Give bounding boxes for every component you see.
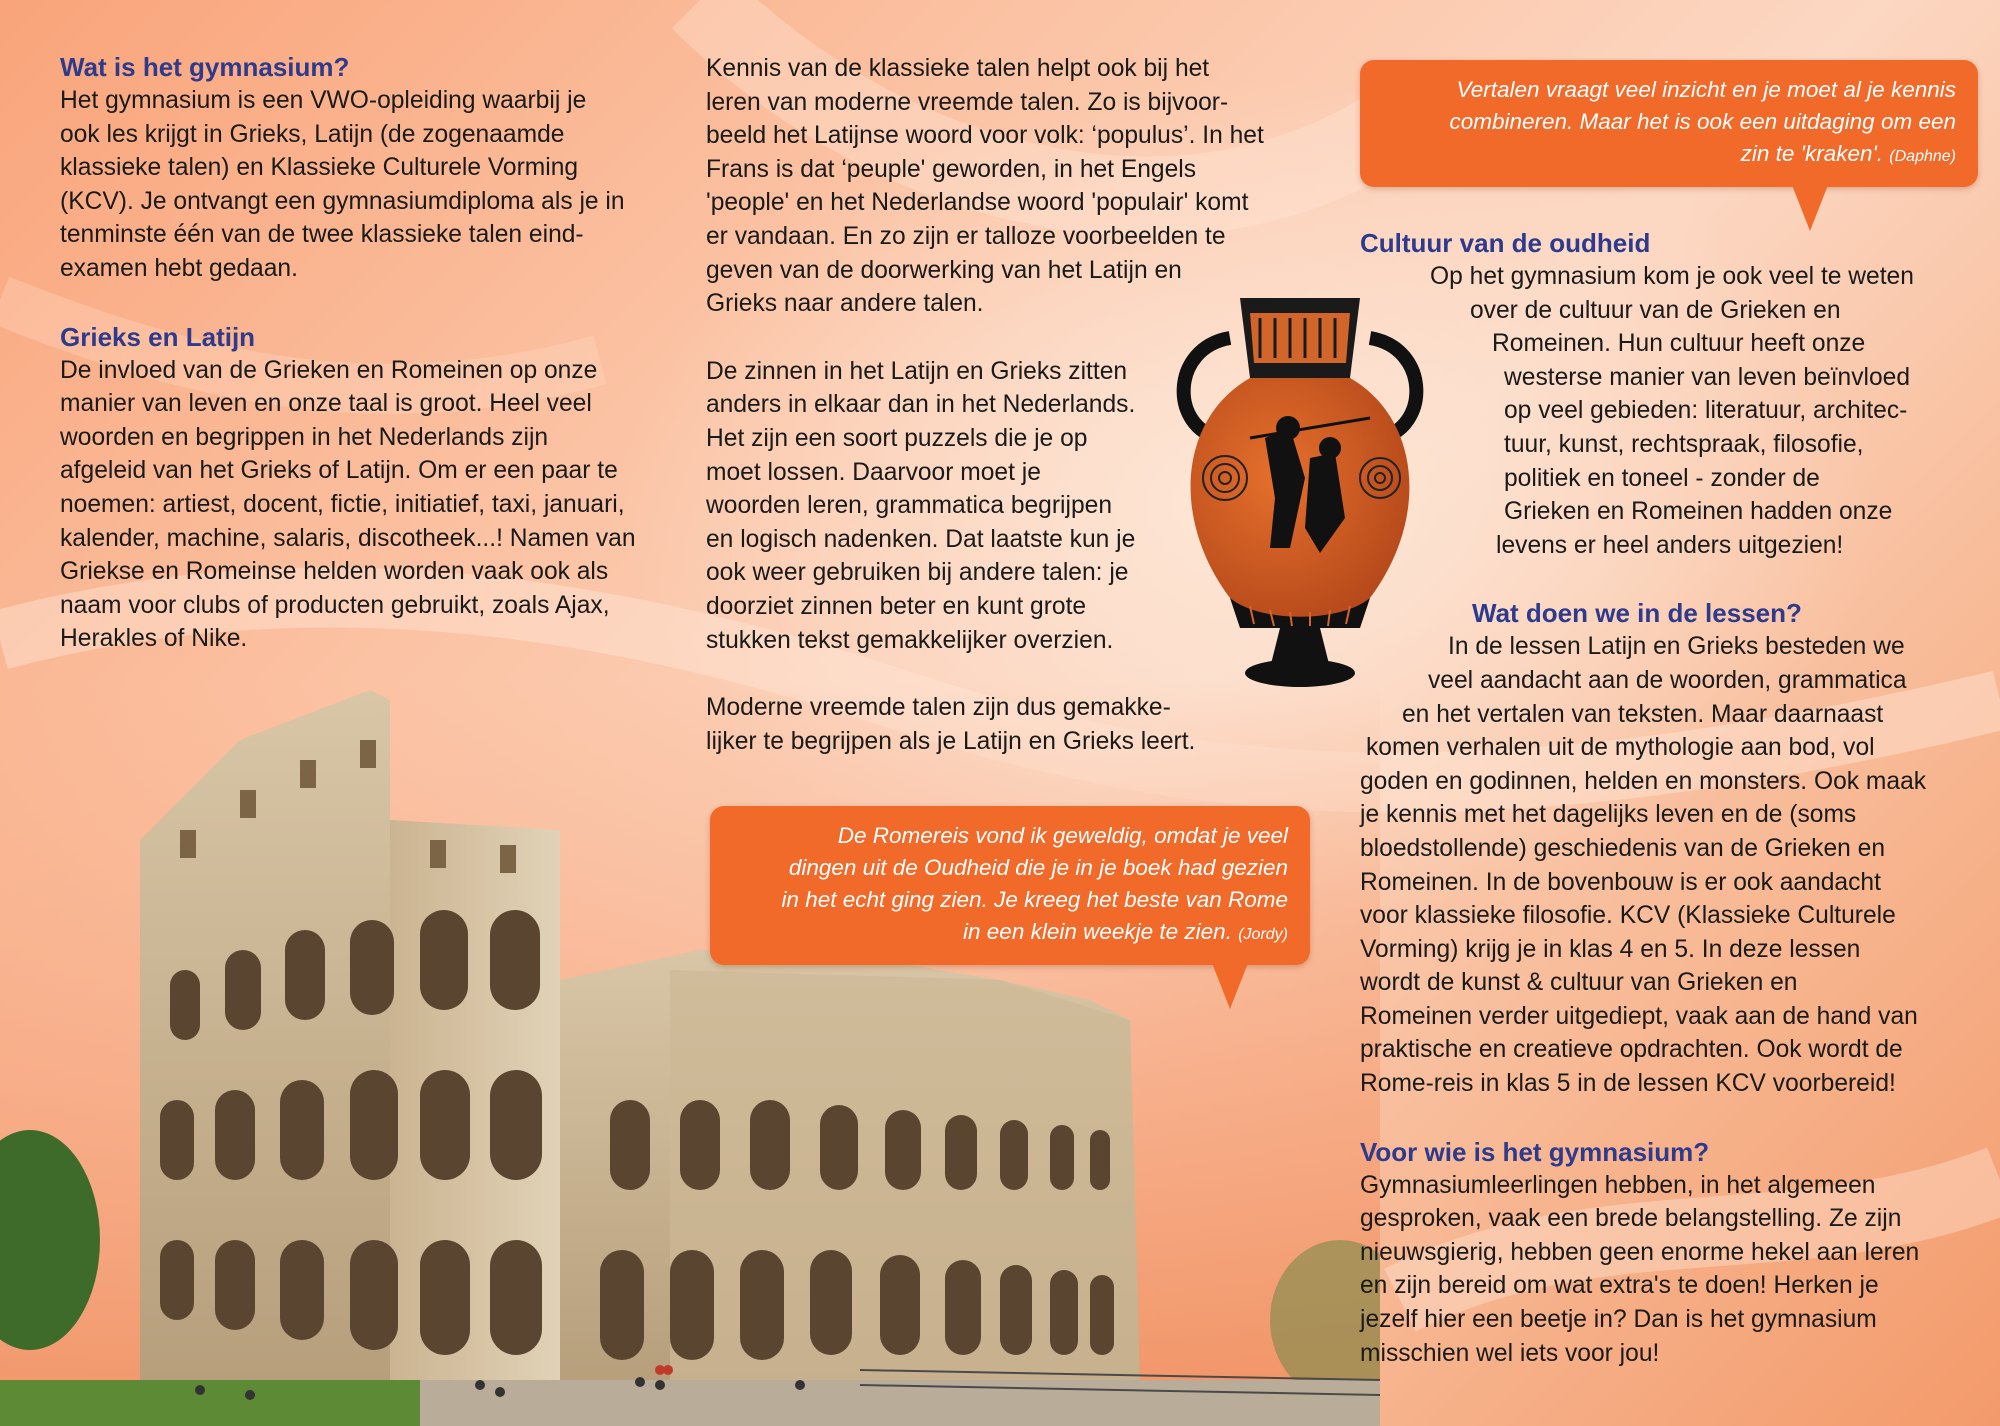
heading-for-whom: Voor wie is het gymnasium?	[1360, 1136, 1710, 1167]
puzzles-line: doorziet zinnen beter en kunt grote	[706, 592, 1087, 620]
lessons-line: veel aandacht aan de woorden, grammatica	[1428, 666, 1907, 694]
culture-line: politiek en toneel - zonder de	[1504, 464, 1820, 492]
for-whom-line: jezelf hier een beetje in? Dan is het gymnasium	[1360, 1306, 1877, 1334]
modern-languages-line: Grieks naar andere talen.	[706, 290, 984, 318]
heading-lessons: Wat doen we in de lessen?	[1472, 598, 1802, 629]
greek-latin-line: kalender, machine, salaris, discotheek...! Namen van	[60, 524, 636, 552]
puzzles-line: anders in elkaar dan in het Nederlands.	[706, 391, 1136, 419]
heading-what-is-gymnasium: Wat is het gymnasium?	[60, 52, 350, 82]
quote-author: (Daphne)	[1889, 148, 1956, 165]
bubble-tail	[1212, 963, 1248, 1009]
colosseum-photo	[0, 680, 1380, 1426]
culture-line: levens er heel anders uitgezien!	[1496, 531, 1844, 559]
heading-culture: Cultuur van de oudheid	[1360, 228, 1651, 258]
puzzles-line: stukken tekst gemakkelijker overzien.	[706, 626, 1114, 654]
lessons-line: bloedstollende) geschiedenis van de Grieken en	[1360, 834, 1886, 862]
modern-languages-line: 'people' en het Nederlandse woord 'populair' komt	[706, 189, 1249, 217]
for-whom-line: nieuwsgierig, hebben geen enorme hekel aan leren	[1360, 1238, 1920, 1266]
greek-latin-line: Herakles of Nike.	[60, 625, 248, 653]
column-right	[1360, 226, 1960, 1370]
quote-bubble-jordy	[710, 806, 1310, 965]
culture-line: Op het gymnasium kom je ook veel te weten	[1430, 263, 1914, 290]
what-is-line: examen hebt gedaan.	[60, 254, 298, 282]
greek-latin-line: manier van leven en onze taal is groot. Heel veel	[60, 390, 592, 418]
modern-languages-line: geven van de doorwerking van het Latijn en	[706, 256, 1182, 284]
puzzles-line: De zinnen in het Latijn en Grieks zitten	[706, 357, 1128, 385]
easier-line: Moderne vreemde talen zijn dus gemakke-	[706, 694, 1171, 722]
quote-line: dingen uit de Oudheid die je in je boek had gezien	[788, 855, 1288, 880]
culture-line: Romeinen. Hun cultuur heeft onze	[1492, 330, 1866, 358]
quote-bubble-daphne	[1360, 60, 1978, 187]
what-is-line: tenminste één van de twee klassieke talen eind-	[60, 221, 584, 249]
heading-greek-latin: Grieks en Latijn	[60, 321, 256, 352]
culture-line: over de cultuur van de Grieken en	[1470, 296, 1841, 324]
lessons-line: Romeinen verder uitgediept, vaak aan de hand van	[1360, 1002, 1918, 1030]
greek-latin-line: woorden en begrippen in het Nederlands zijn	[60, 423, 549, 451]
modern-languages-line: er vandaan. En zo zijn er talloze voorbeelden te	[706, 222, 1226, 250]
puzzles-line: woorden leren, grammatica begrijpen	[706, 492, 1113, 520]
lessons-line: Vorming) krijg je in klas 4 en 5. In deze lessen	[1360, 935, 1861, 963]
bubble-tail	[1792, 185, 1828, 231]
quote-line: combineren. Maar het is ook een uitdaging om een	[1449, 109, 1956, 134]
quote-line: in een klein weekje te zien. (Jordy)	[963, 919, 1288, 944]
lessons-line: praktische en creatieve opdrachten. Ook wordt de	[1360, 1036, 1903, 1064]
what-is-line: klassieke talen) en Klassieke Culturele Vorming	[60, 154, 579, 182]
what-is-line: ook les krijgt in Grieks, Latijn (de zogenaamde	[60, 120, 565, 148]
lessons-line: komen verhalen uit de mythologie aan bod, vol	[1366, 734, 1875, 762]
puzzles-line: moet lossen. Daarvoor moet je	[706, 458, 1041, 486]
greek-latin-line: naam voor clubs of producten gebruikt, zoals Ajax,	[60, 591, 610, 619]
lessons-line: voor klassieke filosofie. KCV (Klassieke Culturele	[1360, 902, 1896, 930]
what-is-line: Het gymnasium is een VWO-opleiding waarbij je	[60, 87, 587, 114]
quote-line: zin te 'kraken'. (Daphne)	[1740, 141, 1956, 166]
easier-line: lijker te begrijpen als je Latijn en Grieks leert.	[706, 727, 1196, 755]
greek-latin-line: noemen: artiest, docent, fictie, initiatief, taxi, januari,	[60, 490, 625, 518]
puzzles-line: Het zijn een soort puzzels die je op	[706, 424, 1088, 452]
quote-line: De Romereis vond ik geweldig, omdat je veel	[837, 823, 1288, 848]
modern-languages-line: Kennis van de klassieke talen helpt ook bij het	[706, 55, 1210, 82]
culture-line: tuur, kunst, rechtspraak, filosofie,	[1504, 430, 1864, 458]
modern-languages-line: Frans is dat ‘peuple' geworden, in het Engels	[706, 155, 1197, 183]
quote-author: (Jordy)	[1238, 926, 1288, 943]
greek-latin-line: Griekse en Romeinse helden worden vaak ook als	[60, 558, 609, 586]
what-is-line: (KCV). Je ontvangt een gymnasiumdiploma als je in	[60, 187, 625, 215]
culture-line: op veel gebieden: literatuur, architec-	[1504, 397, 1908, 425]
for-whom-line: misschien wel iets voor jou!	[1360, 1339, 1660, 1367]
lessons-line: In de lessen Latijn en Grieks besteden we	[1448, 633, 1905, 661]
puzzles-line: en logisch nadenken. Dat laatste kun je	[706, 525, 1136, 553]
greek-latin-line: afgeleid van het Grieks of Latijn. Om er een paar te	[60, 457, 618, 485]
lessons-line: wordt de kunst & cultuur van Grieken en	[1360, 969, 1798, 997]
puzzles-line: ook weer gebruiken bij andere talen: je	[706, 559, 1129, 587]
lessons-line: je kennis met het dagelijks leven en de (soms	[1360, 801, 1857, 829]
for-whom-line: gesproken, vaak een brede belangstelling. Ze zijn	[1360, 1205, 1902, 1233]
quote-line: in het echt ging zien. Je kreeg het beste van Rome	[781, 887, 1288, 912]
modern-languages-line: beeld het Latijnse woord voor volk: ‘populus’. In het	[706, 122, 1264, 150]
lessons-line: en het vertalen van teksten. Maar daarnaast	[1402, 700, 1884, 728]
modern-languages-line: leren van moderne vreemde talen. Zo is bijvoor-	[706, 88, 1229, 116]
culture-line: westerse manier van leven beïnvloed	[1504, 363, 1911, 391]
culture-line: Grieken en Romeinen hadden onze	[1504, 498, 1893, 526]
for-whom-line: Gymnasiumleerlingen hebben, in het algemeen	[1360, 1171, 1876, 1199]
quote-line: Vertalen vraagt veel inzicht en je moet al je kennis	[1456, 77, 1956, 102]
greek-latin-line: De invloed van de Grieken en Romeinen op onze	[60, 356, 598, 384]
for-whom-line: en zijn bereid om wat extra's te doen! Herken je	[1360, 1272, 1879, 1300]
lessons-line: Romeinen. In de bovenbouw is er ook aandacht	[1360, 868, 1881, 896]
column-middle	[706, 52, 1296, 758]
lessons-line: goden en godinnen, helden en monsters. Ook maak	[1360, 767, 1927, 795]
lessons-line: Rome-reis in klas 5 in de lessen KCV voorbereid!	[1360, 1070, 1896, 1098]
column-left	[60, 50, 660, 656]
